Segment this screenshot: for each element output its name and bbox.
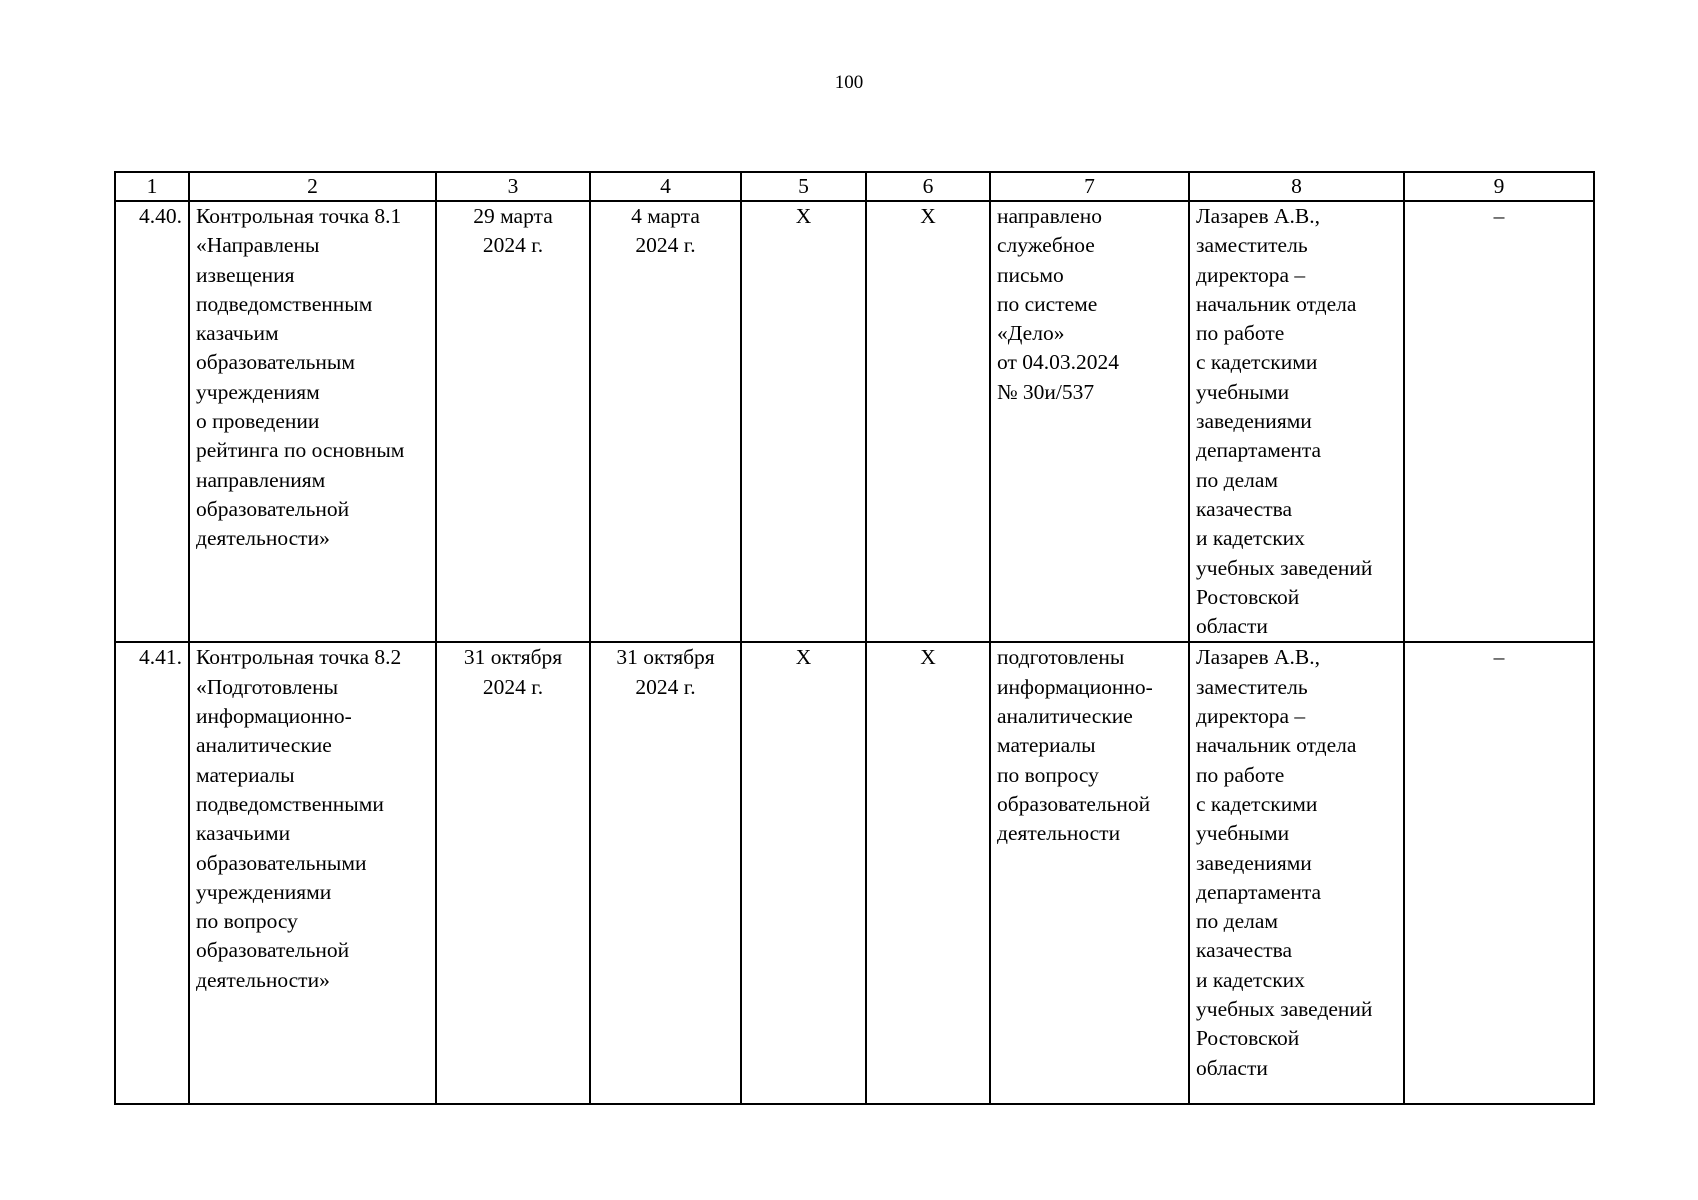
description-cell xyxy=(189,201,436,642)
result-cell xyxy=(990,642,1189,1104)
table-row xyxy=(115,201,1594,642)
column-6-value: X xyxy=(920,645,936,670)
column-6-value: X xyxy=(920,204,936,228)
planned-date-cell xyxy=(436,642,590,1104)
column-9-cell xyxy=(1404,642,1594,1104)
column-5-cell xyxy=(741,642,866,1104)
column-5-value: X xyxy=(795,645,812,670)
actual-date-cell xyxy=(590,642,741,1104)
row-number-cell xyxy=(115,201,189,642)
column-5-cell xyxy=(741,201,866,642)
result-cell xyxy=(990,201,1189,642)
planned-date-cell xyxy=(436,201,590,642)
column-6-cell xyxy=(866,201,990,642)
result-text: подготовлены информационно- аналитические материалы по вопросу образовательной деятельности xyxy=(997,645,1153,846)
column-header-6: 6 xyxy=(866,172,990,201)
actual-date: 31 октября 2024 г. xyxy=(616,645,715,699)
description-cell xyxy=(189,642,436,1104)
actual-date: 4 марта 2024 г. xyxy=(631,204,700,258)
column-6-cell xyxy=(866,642,990,1104)
description-text: Контрольная точка 8.1 «Направлены извещения подведомственным казачьим образовательным учреждениям о проведении рейтинга по основным направлениям образовательной деятельности» xyxy=(196,204,405,551)
responsible-text: Лазарев А.В., заместитель директора – начальник отдела по работе с кадетскими учебными заведениями департамента по делам казачества и кадетских учебных заведений Ростовской области xyxy=(1196,204,1373,639)
page-number: 100 xyxy=(834,72,864,93)
row-number-cell xyxy=(115,642,189,1104)
responsible-cell xyxy=(1189,642,1404,1104)
column-header-9: 9 xyxy=(1404,172,1594,201)
column-5-value: X xyxy=(795,204,812,228)
column-9-value: – xyxy=(1493,204,1505,228)
column-header-5: 5 xyxy=(741,172,866,201)
actual-date-cell xyxy=(590,201,741,642)
column-header-8: 8 xyxy=(1189,172,1404,201)
plan-table xyxy=(114,171,1595,1105)
table-row xyxy=(115,642,1594,1104)
column-9-value: – xyxy=(1493,645,1505,670)
description-text: Контрольная точка 8.2 «Подготовлены информационно- аналитические материалы подведомственными казачьими образовательными учреждениями по вопросу образовательной деятельности» xyxy=(196,645,402,992)
column-header-1: 1 xyxy=(115,172,189,201)
row-number: 4.40. xyxy=(139,204,182,228)
planned-date: 29 марта 2024 г. xyxy=(473,204,553,258)
result-text: направлено служебное письмо по системе «Дело» от 04.03.2024 № 30и/537 xyxy=(997,204,1119,404)
column-header-2: 2 xyxy=(189,172,436,201)
responsible-cell xyxy=(1189,201,1404,642)
column-header-4: 4 xyxy=(590,172,741,201)
column-header-7: 7 xyxy=(990,172,1189,201)
responsible-text: Лазарев А.В., заместитель директора – начальник отдела по работе с кадетскими учебными заведениями департамента по делам казачества и кадетских учебных заведений Ростовской области xyxy=(1196,645,1373,1080)
row-number: 4.41. xyxy=(139,645,182,670)
planned-date: 31 октября 2024 г. xyxy=(463,645,563,699)
header-row xyxy=(115,172,1594,201)
column-9-cell xyxy=(1404,201,1594,642)
column-header-3: 3 xyxy=(436,172,590,201)
